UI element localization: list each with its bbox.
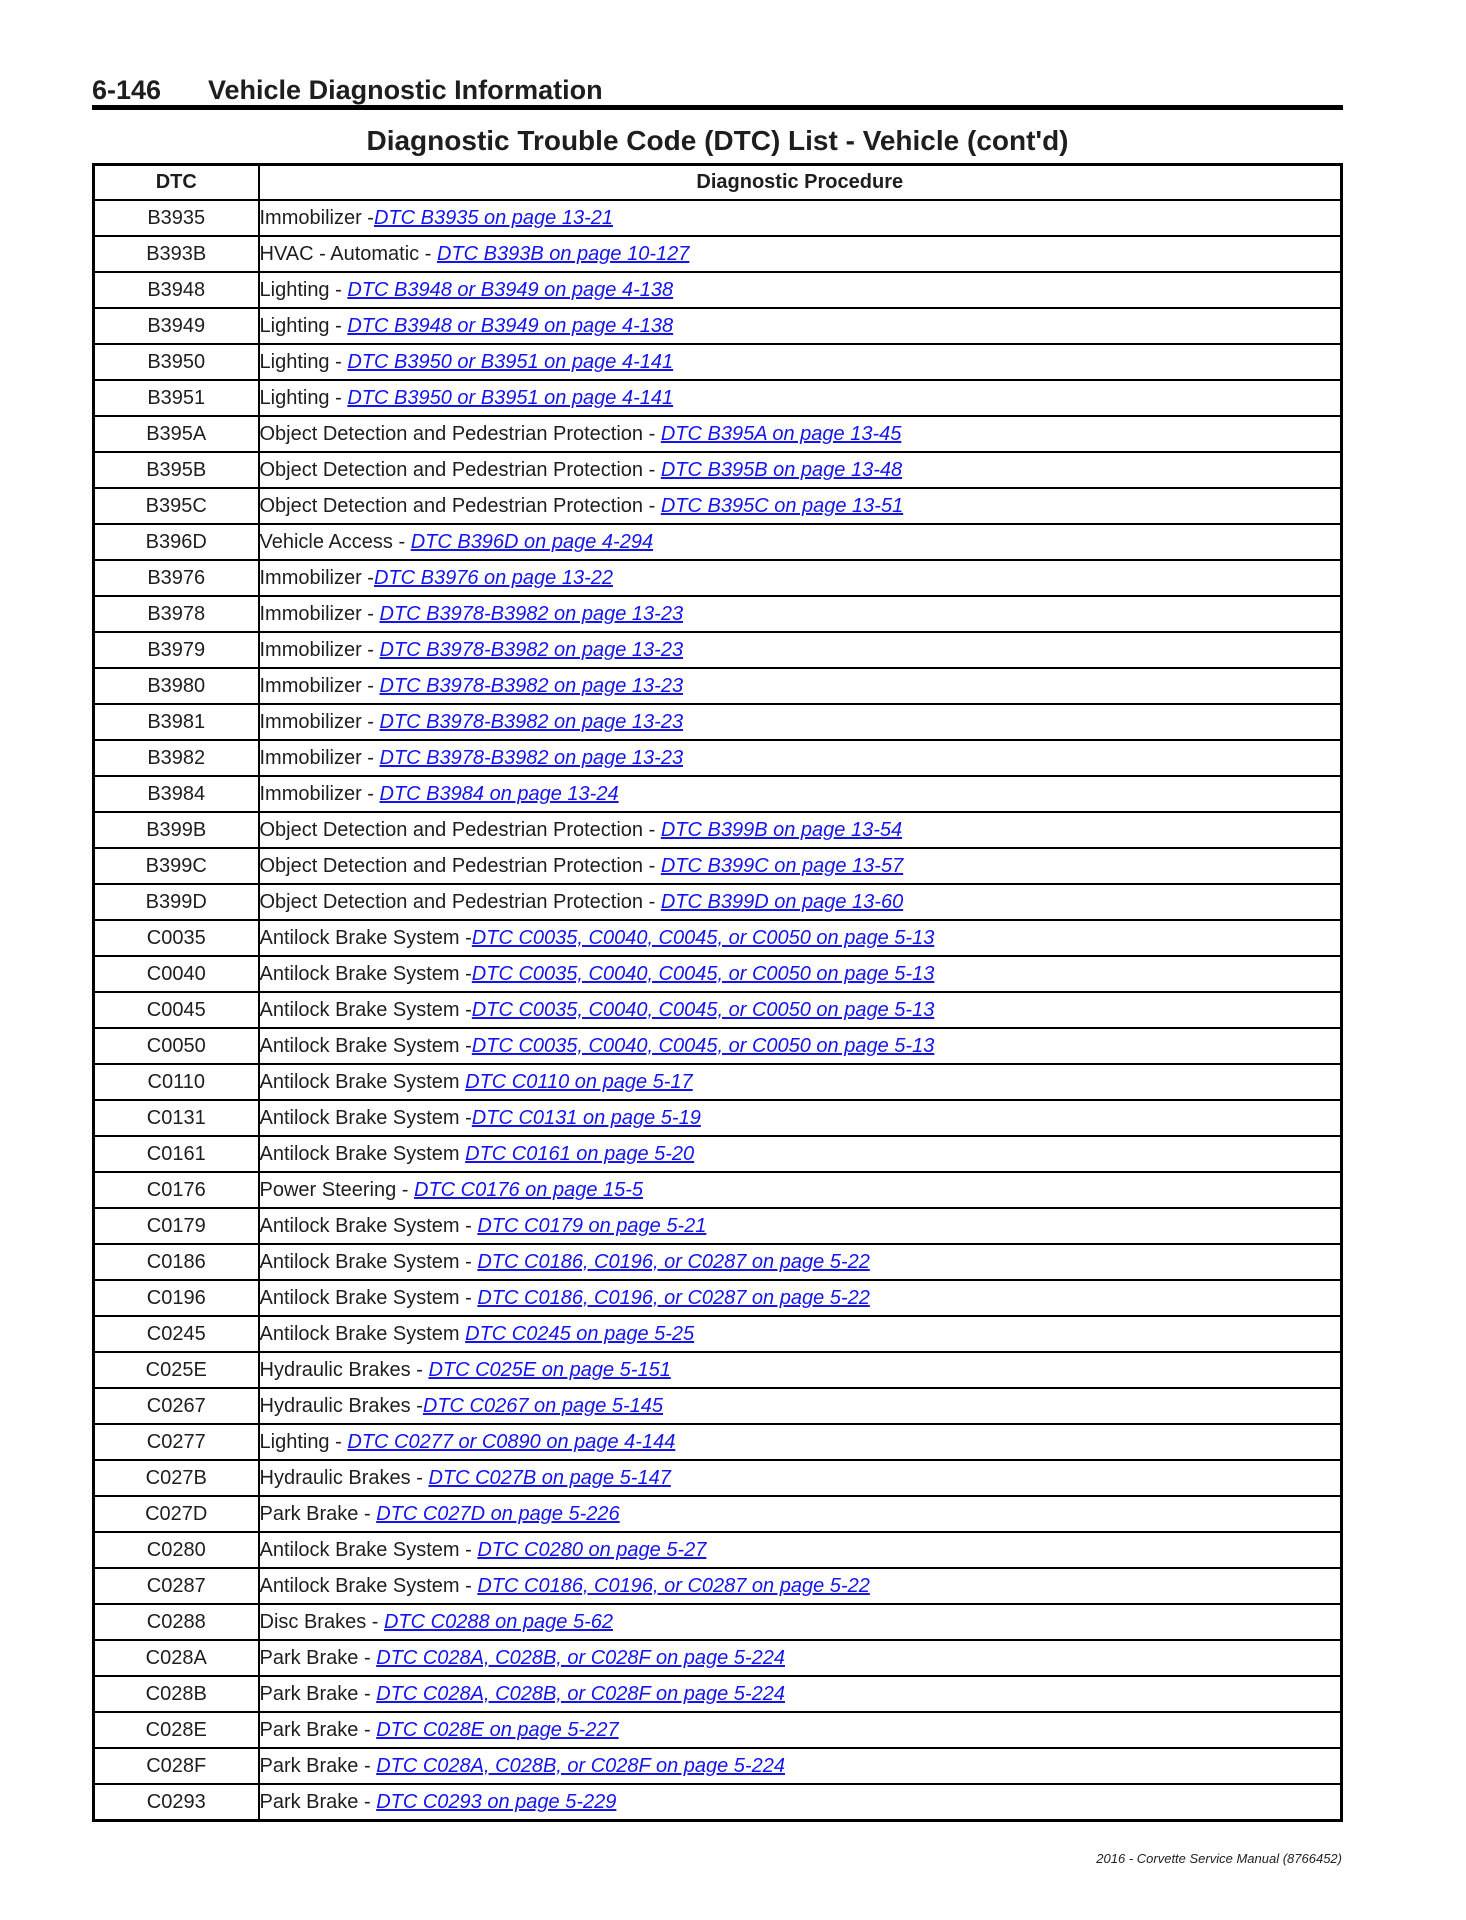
system-name: Immobilizer - xyxy=(259,674,380,697)
table-row xyxy=(94,1352,1342,1388)
dtc-code: B393B xyxy=(94,236,259,272)
procedure-link[interactable]: DTC B3978-B3982 on page 13-23 xyxy=(379,710,684,733)
diagnostic-procedure xyxy=(259,1604,1342,1640)
procedure-link[interactable]: DTC B399B on page 13-54 xyxy=(660,818,903,841)
system-name: Hydraulic Brakes - xyxy=(259,1466,429,1489)
system-name: Disc Brakes - xyxy=(259,1610,384,1633)
diagnostic-procedure xyxy=(259,1208,1342,1244)
system-name: Power Steering - xyxy=(259,1178,415,1201)
table-row xyxy=(94,416,1342,452)
table-row xyxy=(94,380,1342,416)
diagnostic-procedure xyxy=(259,488,1342,524)
procedure-link[interactable]: DTC B3978-B3982 on page 13-23 xyxy=(379,602,684,625)
table-row xyxy=(94,1100,1342,1136)
dtc-code: C0161 xyxy=(94,1136,259,1172)
procedure-link[interactable]: DTC B3978-B3982 on page 13-23 xyxy=(379,746,684,769)
table-row xyxy=(94,1064,1342,1100)
table-row xyxy=(94,884,1342,920)
procedure-link[interactable]: DTC C027B on page 5-147 xyxy=(428,1466,671,1489)
dtc-code: C0176 xyxy=(94,1172,259,1208)
section-name: Vehicle Diagnostic Information xyxy=(208,75,603,105)
dtc-code: C025E xyxy=(94,1352,259,1388)
dtc-code: B3951 xyxy=(94,380,259,416)
dtc-code: C027B xyxy=(94,1460,259,1496)
system-name: Object Detection and Pedestrian Protection - xyxy=(259,494,661,517)
procedure-link[interactable]: DTC C028A, C028B, or C028F on page 5-224 xyxy=(376,1646,785,1669)
diagnostic-procedure xyxy=(259,1460,1342,1496)
system-name: Antilock Brake System - xyxy=(259,1538,478,1561)
system-name: Lighting - xyxy=(259,1430,348,1453)
dtc-code: B399B xyxy=(94,812,259,848)
diagnostic-procedure xyxy=(259,1676,1342,1712)
dtc-code: C0110 xyxy=(94,1064,259,1100)
diagnostic-procedure xyxy=(259,236,1342,272)
procedure-link[interactable]: DTC B399C on page 13-57 xyxy=(660,854,904,877)
table-row xyxy=(94,1244,1342,1280)
procedure-link[interactable]: DTC C028A, C028B, or C028F on page 5-224 xyxy=(376,1682,785,1705)
diagnostic-procedure xyxy=(259,596,1342,632)
table-row xyxy=(94,272,1342,308)
diagnostic-procedure xyxy=(259,308,1342,344)
dtc-code: C0131 xyxy=(94,1100,259,1136)
system-name: Hydraulic Brakes - xyxy=(259,1394,423,1417)
procedure-link[interactable]: DTC C0035, C0040, C0045, or C0050 on page 5-13 xyxy=(471,926,935,949)
procedure-link[interactable]: DTC C028A, C028B, or C028F on page 5-224 xyxy=(376,1754,785,1777)
procedure-link[interactable]: DTC C0288 on page 5-62 xyxy=(383,1610,614,1633)
procedure-link[interactable]: DTC B3950 or B3951 on page 4-141 xyxy=(347,350,674,373)
system-name: Antilock Brake System - xyxy=(259,962,472,985)
dtc-code: C0179 xyxy=(94,1208,259,1244)
table-row xyxy=(94,1568,1342,1604)
dtc-code: B395C xyxy=(94,488,259,524)
procedure-link[interactable]: DTC B3948 or B3949 on page 4-138 xyxy=(347,278,674,301)
diagnostic-procedure xyxy=(259,416,1342,452)
diagnostic-procedure xyxy=(259,632,1342,668)
dtc-code: B3978 xyxy=(94,596,259,632)
table-row xyxy=(94,1424,1342,1460)
system-name: Antilock Brake System xyxy=(259,1142,466,1165)
dtc-code: C028F xyxy=(94,1748,259,1784)
system-name: Antilock Brake System - xyxy=(259,926,472,949)
system-name: Lighting - xyxy=(259,314,348,337)
system-name: Antilock Brake System - xyxy=(259,1214,478,1237)
dtc-code: B3980 xyxy=(94,668,259,704)
dtc-code: C0040 xyxy=(94,956,259,992)
diagnostic-procedure xyxy=(259,344,1342,380)
diagnostic-procedure xyxy=(259,524,1342,560)
system-name: Immobilizer - xyxy=(259,710,380,733)
procedure-link[interactable]: DTC C0267 on page 5-145 xyxy=(422,1394,664,1417)
table-row xyxy=(94,524,1342,560)
procedure-link[interactable]: DTC B395A on page 13-45 xyxy=(660,422,902,445)
procedure-link[interactable]: DTC B3950 or B3951 on page 4-141 xyxy=(347,386,674,409)
system-name: Lighting - xyxy=(259,386,348,409)
column-header-procedure: Diagnostic Procedure xyxy=(259,165,1342,201)
dtc-code: C0287 xyxy=(94,1568,259,1604)
system-name: Antilock Brake System - xyxy=(259,1034,472,1057)
dtc-code: C027D xyxy=(94,1496,259,1532)
table-row xyxy=(94,452,1342,488)
system-name: Vehicle Access - xyxy=(259,530,411,553)
procedure-link[interactable]: DTC B3935 on page 13-21 xyxy=(373,206,614,229)
table-body xyxy=(94,200,1342,1821)
system-name: Immobilizer - xyxy=(259,782,380,805)
dtc-table xyxy=(92,163,1343,1822)
diagnostic-procedure xyxy=(259,1244,1342,1280)
table-header-row xyxy=(94,165,1342,201)
diagnostic-procedure xyxy=(259,380,1342,416)
system-name: Object Detection and Pedestrian Protection - xyxy=(259,890,661,913)
diagnostic-procedure xyxy=(259,1064,1342,1100)
system-name: Object Detection and Pedestrian Protection - xyxy=(259,422,661,445)
table-row xyxy=(94,1208,1342,1244)
table-row xyxy=(94,236,1342,272)
table-row xyxy=(94,596,1342,632)
dtc-code: C0186 xyxy=(94,1244,259,1280)
system-name: Antilock Brake System - xyxy=(259,1250,478,1273)
system-name: Immobilizer - xyxy=(259,206,374,229)
diagnostic-procedure xyxy=(259,1280,1342,1316)
system-name: Lighting - xyxy=(259,350,348,373)
table-row xyxy=(94,920,1342,956)
system-name: Antilock Brake System xyxy=(259,1070,466,1093)
system-name: Antilock Brake System - xyxy=(259,1286,478,1309)
diagnostic-procedure xyxy=(259,920,1342,956)
diagnostic-procedure xyxy=(259,1316,1342,1352)
dtc-code: B3948 xyxy=(94,272,259,308)
dtc-code: B3949 xyxy=(94,308,259,344)
table-row xyxy=(94,1388,1342,1424)
diagnostic-procedure xyxy=(259,272,1342,308)
diagnostic-procedure xyxy=(259,668,1342,704)
procedure-link[interactable]: DTC C0186, C0196, or C0287 on page 5-22 xyxy=(477,1574,870,1597)
dtc-code: C0050 xyxy=(94,1028,259,1064)
table-row xyxy=(94,560,1342,596)
procedure-link[interactable]: DTC C0176 on page 15-5 xyxy=(414,1178,644,1201)
table-row xyxy=(94,1712,1342,1748)
table-row xyxy=(94,1676,1342,1712)
diagnostic-procedure xyxy=(259,1532,1342,1568)
diagnostic-procedure xyxy=(259,992,1342,1028)
table-row xyxy=(94,1316,1342,1352)
system-name: Park Brake - xyxy=(259,1718,377,1741)
dtc-code: C0277 xyxy=(94,1424,259,1460)
table-row xyxy=(94,740,1342,776)
diagnostic-procedure xyxy=(259,812,1342,848)
procedure-link[interactable]: DTC C0131 on page 5-19 xyxy=(471,1106,701,1129)
table-title: Diagnostic Trouble Code (DTC) List - Vehicle (cont'd) xyxy=(366,125,1069,156)
dtc-code: C0288 xyxy=(94,1604,259,1640)
system-name: HVAC - Automatic - xyxy=(259,242,437,265)
procedure-link[interactable]: DTC B395B on page 13-48 xyxy=(660,458,903,481)
diagnostic-procedure xyxy=(259,200,1342,236)
system-name: Antilock Brake System - xyxy=(259,998,472,1021)
system-name: Immobilizer - xyxy=(259,566,374,589)
diagnostic-procedure xyxy=(259,776,1342,812)
diagnostic-procedure xyxy=(259,1568,1342,1604)
procedure-link[interactable]: DTC B399D on page 13-60 xyxy=(660,890,904,913)
table-row xyxy=(94,1280,1342,1316)
diagnostic-procedure xyxy=(259,1748,1342,1784)
dtc-code: B3950 xyxy=(94,344,259,380)
system-name: Park Brake - xyxy=(259,1646,377,1669)
table-row xyxy=(94,1532,1342,1568)
header-rule xyxy=(92,105,1343,110)
dtc-code: C028A xyxy=(94,1640,259,1676)
page-number: 6-146 xyxy=(92,75,162,105)
procedure-link[interactable]: DTC C0179 on page 5-21 xyxy=(477,1214,707,1237)
dtc-code: C028B xyxy=(94,1676,259,1712)
table-row xyxy=(94,812,1342,848)
diagnostic-procedure xyxy=(259,1712,1342,1748)
procedure-link[interactable]: DTC B395C on page 13-51 xyxy=(660,494,904,517)
dtc-code: C0035 xyxy=(94,920,259,956)
dtc-code: B3935 xyxy=(94,200,259,236)
column-header-dtc: DTC xyxy=(94,165,259,201)
system-name: Antilock Brake System xyxy=(259,1322,466,1345)
table-row xyxy=(94,200,1342,236)
dtc-code: C0245 xyxy=(94,1316,259,1352)
diagnostic-procedure xyxy=(259,1640,1342,1676)
dtc-code: B395B xyxy=(94,452,259,488)
procedure-link[interactable]: DTC C0280 on page 5-27 xyxy=(477,1538,707,1561)
procedure-link[interactable]: DTC B3978-B3982 on page 13-23 xyxy=(379,638,684,661)
dtc-code: C028E xyxy=(94,1712,259,1748)
system-name: Park Brake - xyxy=(259,1754,377,1777)
diagnostic-procedure xyxy=(259,956,1342,992)
procedure-link[interactable]: DTC C0186, C0196, or C0287 on page 5-22 xyxy=(477,1286,870,1309)
diagnostic-procedure xyxy=(259,1172,1342,1208)
table-row xyxy=(94,1784,1342,1821)
dtc-code: B3981 xyxy=(94,704,259,740)
table-row xyxy=(94,1748,1342,1784)
diagnostic-procedure xyxy=(259,848,1342,884)
table-row xyxy=(94,308,1342,344)
procedure-link[interactable]: DTC B3976 on page 13-22 xyxy=(373,566,614,589)
diagnostic-procedure xyxy=(259,1028,1342,1064)
dtc-code: B396D xyxy=(94,524,259,560)
diagnostic-procedure xyxy=(259,1352,1342,1388)
procedure-link[interactable]: DTC C0293 on page 5-229 xyxy=(376,1790,617,1813)
system-name: Antilock Brake System - xyxy=(259,1574,478,1597)
dtc-code: B399C xyxy=(94,848,259,884)
system-name: Object Detection and Pedestrian Protection - xyxy=(259,818,661,841)
procedure-link[interactable]: DTC B3948 or B3949 on page 4-138 xyxy=(347,314,674,337)
system-name: Park Brake - xyxy=(259,1682,377,1705)
table-row xyxy=(94,1496,1342,1532)
dtc-code: B399D xyxy=(94,884,259,920)
procedure-link[interactable]: DTC C027D on page 5-226 xyxy=(376,1502,620,1525)
dtc-code: B3984 xyxy=(94,776,259,812)
table-row xyxy=(94,956,1342,992)
table-row xyxy=(94,1640,1342,1676)
table-row xyxy=(94,1172,1342,1208)
dtc-code: B395A xyxy=(94,416,259,452)
diagnostic-procedure xyxy=(259,1388,1342,1424)
procedure-link[interactable]: DTC C0110 on page 5-17 xyxy=(465,1070,693,1093)
system-name: Park Brake - xyxy=(259,1790,377,1813)
diagnostic-procedure xyxy=(259,452,1342,488)
procedure-link[interactable]: DTC C0035, C0040, C0045, or C0050 on page 5-13 xyxy=(471,998,935,1021)
system-name: Hydraulic Brakes - xyxy=(259,1358,429,1381)
diagnostic-procedure xyxy=(259,1424,1342,1460)
dtc-code: B3979 xyxy=(94,632,259,668)
dtc-code: C0280 xyxy=(94,1532,259,1568)
system-name: Object Detection and Pedestrian Protection - xyxy=(259,854,661,877)
diagnostic-procedure xyxy=(259,560,1342,596)
page-footer: 2016 - Corvette Service Manual (8766452) xyxy=(1096,1851,1342,1866)
diagnostic-procedure xyxy=(259,1784,1342,1821)
page-header xyxy=(92,74,1343,106)
dtc-code: C0045 xyxy=(94,992,259,1028)
system-name: Immobilizer - xyxy=(259,746,380,769)
dtc-code: B3982 xyxy=(94,740,259,776)
table-row xyxy=(94,668,1342,704)
procedure-link[interactable]: DTC C0245 on page 5-25 xyxy=(465,1322,695,1345)
procedure-link[interactable]: DTC C0035, C0040, C0045, or C0050 on page 5-13 xyxy=(471,962,935,985)
procedure-link[interactable]: DTC C0035, C0040, C0045, or C0050 on page 5-13 xyxy=(471,1034,935,1057)
system-name: Immobilizer - xyxy=(259,638,380,661)
system-name: Object Detection and Pedestrian Protection - xyxy=(259,458,661,481)
dtc-code: C0196 xyxy=(94,1280,259,1316)
dtc-code: C0267 xyxy=(94,1388,259,1424)
table-row xyxy=(94,776,1342,812)
procedure-link[interactable]: DTC B396D on page 4-294 xyxy=(410,530,654,553)
system-name: Immobilizer - xyxy=(259,602,380,625)
procedure-link[interactable]: DTC B3984 on page 13-24 xyxy=(379,782,619,805)
table-row xyxy=(94,488,1342,524)
dtc-code: C0293 xyxy=(94,1784,259,1821)
diagnostic-procedure xyxy=(259,740,1342,776)
procedure-link[interactable]: DTC C0186, C0196, or C0287 on page 5-22 xyxy=(477,1250,870,1273)
system-name: Antilock Brake System - xyxy=(259,1106,472,1129)
table-row xyxy=(94,1028,1342,1064)
table-row xyxy=(94,992,1342,1028)
system-name: Park Brake - xyxy=(259,1502,377,1525)
table-row xyxy=(94,344,1342,380)
diagnostic-procedure xyxy=(259,1136,1342,1172)
procedure-link[interactable]: DTC C028E on page 5-227 xyxy=(376,1718,619,1741)
diagnostic-procedure xyxy=(259,884,1342,920)
system-name: Lighting - xyxy=(259,278,348,301)
dtc-code: B3976 xyxy=(94,560,259,596)
table-row xyxy=(94,632,1342,668)
table-row xyxy=(94,1136,1342,1172)
table-row xyxy=(94,848,1342,884)
table-row xyxy=(94,1460,1342,1496)
procedure-link[interactable]: DTC C0161 on page 5-20 xyxy=(465,1142,695,1165)
table-row xyxy=(94,704,1342,740)
diagnostic-procedure xyxy=(259,704,1342,740)
procedure-link[interactable]: DTC B3978-B3982 on page 13-23 xyxy=(379,674,684,697)
diagnostic-procedure xyxy=(259,1100,1342,1136)
procedure-link[interactable]: DTC C0277 or C0890 on page 4-144 xyxy=(347,1430,676,1453)
procedure-link[interactable]: DTC C025E on page 5-151 xyxy=(428,1358,671,1381)
procedure-link[interactable]: DTC B393B on page 10-127 xyxy=(436,242,690,265)
diagnostic-procedure xyxy=(259,1496,1342,1532)
table-row xyxy=(94,1604,1342,1640)
